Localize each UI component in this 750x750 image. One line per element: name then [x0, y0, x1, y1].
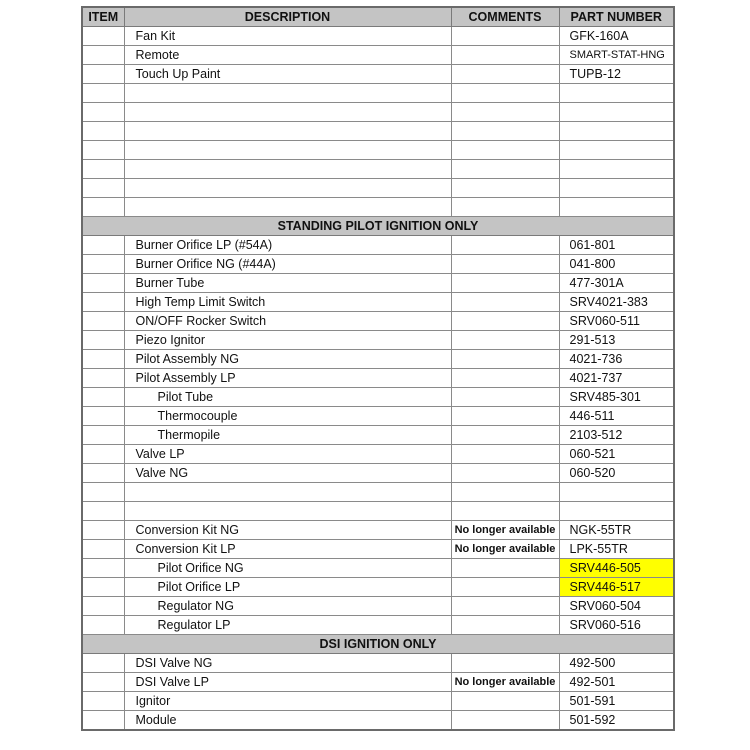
comments-cell — [451, 369, 559, 388]
table-row — [82, 255, 674, 274]
table-row — [82, 331, 674, 350]
description-cell: Thermocouple — [124, 407, 451, 426]
part-number-cell: SRV4021-383 — [559, 293, 674, 312]
table-row — [82, 312, 674, 331]
table-body — [82, 27, 674, 731]
header-item: ITEM — [82, 7, 124, 27]
description-cell: Regulator LP — [124, 616, 451, 635]
item-cell — [82, 331, 124, 350]
item-cell — [82, 27, 124, 46]
table-row — [82, 426, 674, 445]
table-row — [82, 369, 674, 388]
table-row — [82, 350, 674, 369]
header-part-number: PART NUMBER — [559, 7, 674, 27]
description-cell: Piezo Ignitor — [124, 331, 451, 350]
item-cell — [82, 578, 124, 597]
table-header-row — [82, 7, 674, 27]
comments-cell — [451, 312, 559, 331]
item-cell — [82, 293, 124, 312]
item-cell — [82, 540, 124, 559]
description-cell: Valve LP — [124, 445, 451, 464]
section-label: STANDING PILOT IGNITION ONLY — [82, 217, 674, 236]
comments-cell — [451, 578, 559, 597]
part-number-cell — [559, 103, 674, 122]
part-number-cell — [559, 179, 674, 198]
table-row — [82, 103, 674, 122]
description-cell: ON/OFF Rocker Switch — [124, 312, 451, 331]
table-row — [82, 274, 674, 293]
description-cell: Thermopile — [124, 426, 451, 445]
description-cell: Module — [124, 711, 451, 731]
item-cell — [82, 236, 124, 255]
description-cell: Valve NG — [124, 464, 451, 483]
description-cell: Pilot Orifice NG — [124, 559, 451, 578]
table-row — [82, 483, 674, 502]
part-number-cell: SRV446-505 — [559, 559, 674, 578]
table-row — [82, 597, 674, 616]
description-cell: Pilot Orifice LP — [124, 578, 451, 597]
item-cell — [82, 521, 124, 540]
part-number-cell: 477-301A — [559, 274, 674, 293]
item-cell — [82, 255, 124, 274]
comments-cell — [451, 692, 559, 711]
item-cell — [82, 274, 124, 293]
parts-list-table — [81, 6, 675, 731]
comments-cell — [451, 236, 559, 255]
comments-cell — [451, 84, 559, 103]
table-row — [82, 122, 674, 141]
table-row — [82, 711, 674, 731]
description-cell — [124, 160, 451, 179]
description-cell: Fan Kit — [124, 27, 451, 46]
description-cell: DSI Valve LP — [124, 673, 451, 692]
part-number-cell: 501-591 — [559, 692, 674, 711]
comments-cell — [451, 179, 559, 198]
table-row — [82, 559, 674, 578]
table-row — [82, 160, 674, 179]
item-cell — [82, 407, 124, 426]
comments-cell — [451, 122, 559, 141]
header-comments: COMMENTS — [451, 7, 559, 27]
item-cell — [82, 388, 124, 407]
part-number-cell: 4021-736 — [559, 350, 674, 369]
comments-cell — [451, 597, 559, 616]
table-row — [82, 46, 674, 65]
part-number-cell — [559, 502, 674, 521]
item-cell — [82, 46, 124, 65]
description-cell — [124, 502, 451, 521]
item-cell — [82, 122, 124, 141]
part-number-cell — [559, 198, 674, 217]
comments-cell — [451, 198, 559, 217]
comments-cell: No longer available — [451, 673, 559, 692]
description-cell: Conversion Kit NG — [124, 521, 451, 540]
description-cell: Burner Orifice LP (#54A) — [124, 236, 451, 255]
part-number-cell: SRV060-516 — [559, 616, 674, 635]
item-cell — [82, 445, 124, 464]
description-cell: Regulator NG — [124, 597, 451, 616]
item-cell — [82, 141, 124, 160]
part-number-cell: 446-511 — [559, 407, 674, 426]
comments-cell — [451, 654, 559, 673]
table-row — [82, 445, 674, 464]
description-cell: High Temp Limit Switch — [124, 293, 451, 312]
comments-cell — [451, 559, 559, 578]
description-cell — [124, 179, 451, 198]
description-cell: Conversion Kit LP — [124, 540, 451, 559]
part-number-cell: SMART-STAT-HNG — [559, 46, 674, 65]
part-number-cell: 060-520 — [559, 464, 674, 483]
table-row — [82, 692, 674, 711]
table-row — [82, 293, 674, 312]
comments-cell — [451, 350, 559, 369]
description-cell: Burner Tube — [124, 274, 451, 293]
comments-cell — [451, 46, 559, 65]
part-number-cell: SRV060-504 — [559, 597, 674, 616]
part-number-cell — [559, 122, 674, 141]
table-row — [82, 198, 674, 217]
description-cell — [124, 483, 451, 502]
item-cell — [82, 654, 124, 673]
description-cell: Pilot Assembly LP — [124, 369, 451, 388]
table-row — [82, 27, 674, 46]
part-number-cell — [559, 483, 674, 502]
item-cell — [82, 616, 124, 635]
table-row — [82, 141, 674, 160]
table-row — [82, 65, 674, 84]
table-row — [82, 236, 674, 255]
item-cell — [82, 692, 124, 711]
part-number-cell: 501-592 — [559, 711, 674, 731]
comments-cell — [451, 445, 559, 464]
item-cell — [82, 103, 124, 122]
table-row — [82, 521, 674, 540]
section-label: DSI IGNITION ONLY — [82, 635, 674, 654]
comments-cell — [451, 293, 559, 312]
table-row — [82, 179, 674, 198]
part-number-cell: SRV446-517 — [559, 578, 674, 597]
comments-cell — [451, 160, 559, 179]
section-header-row — [82, 635, 674, 654]
part-number-cell — [559, 141, 674, 160]
item-cell — [82, 350, 124, 369]
part-number-cell: 291-513 — [559, 331, 674, 350]
comments-cell — [451, 426, 559, 445]
section-header-row — [82, 217, 674, 236]
item-cell — [82, 711, 124, 731]
comments-cell — [451, 616, 559, 635]
table-row — [82, 616, 674, 635]
description-cell: Touch Up Paint — [124, 65, 451, 84]
description-cell: Pilot Assembly NG — [124, 350, 451, 369]
header-description: DESCRIPTION — [124, 7, 451, 27]
description-cell: Remote — [124, 46, 451, 65]
description-cell: DSI Valve NG — [124, 654, 451, 673]
item-cell — [82, 312, 124, 331]
part-number-cell: 060-521 — [559, 445, 674, 464]
part-number-cell: SRV060-511 — [559, 312, 674, 331]
part-number-cell: LPK-55TR — [559, 540, 674, 559]
comments-cell: No longer available — [451, 540, 559, 559]
comments-cell — [451, 502, 559, 521]
table-row — [82, 654, 674, 673]
item-cell — [82, 84, 124, 103]
part-number-cell — [559, 160, 674, 179]
item-cell — [82, 559, 124, 578]
table-row — [82, 407, 674, 426]
description-cell — [124, 198, 451, 217]
item-cell — [82, 502, 124, 521]
comments-cell — [451, 407, 559, 426]
table-row — [82, 673, 674, 692]
part-number-cell: GFK-160A — [559, 27, 674, 46]
part-number-cell: 2103-512 — [559, 426, 674, 445]
part-number-cell: 492-501 — [559, 673, 674, 692]
part-number-cell: 492-500 — [559, 654, 674, 673]
item-cell — [82, 426, 124, 445]
description-cell — [124, 141, 451, 160]
part-number-cell: NGK-55TR — [559, 521, 674, 540]
description-cell — [124, 122, 451, 141]
description-cell — [124, 84, 451, 103]
item-cell — [82, 65, 124, 84]
table-row — [82, 502, 674, 521]
part-number-cell: 4021-737 — [559, 369, 674, 388]
item-cell — [82, 198, 124, 217]
item-cell — [82, 464, 124, 483]
table-row — [82, 540, 674, 559]
item-cell — [82, 673, 124, 692]
comments-cell — [451, 483, 559, 502]
comments-cell — [451, 331, 559, 350]
item-cell — [82, 179, 124, 198]
description-cell: Ignitor — [124, 692, 451, 711]
part-number-cell: SRV485-301 — [559, 388, 674, 407]
comments-cell — [451, 103, 559, 122]
comments-cell — [451, 65, 559, 84]
part-number-cell: TUPB-12 — [559, 65, 674, 84]
part-number-cell: 041-800 — [559, 255, 674, 274]
comments-cell: No longer available — [451, 521, 559, 540]
comments-cell — [451, 711, 559, 731]
table-row — [82, 578, 674, 597]
table-row — [82, 464, 674, 483]
part-number-cell: 061-801 — [559, 236, 674, 255]
item-cell — [82, 483, 124, 502]
description-cell: Burner Orifice NG (#44A) — [124, 255, 451, 274]
comments-cell — [451, 388, 559, 407]
comments-cell — [451, 27, 559, 46]
table-row — [82, 84, 674, 103]
item-cell — [82, 597, 124, 616]
comments-cell — [451, 274, 559, 293]
item-cell — [82, 160, 124, 179]
comments-cell — [451, 464, 559, 483]
comments-cell — [451, 255, 559, 274]
comments-cell — [451, 141, 559, 160]
description-cell — [124, 103, 451, 122]
part-number-cell — [559, 84, 674, 103]
description-cell: Pilot Tube — [124, 388, 451, 407]
table-row — [82, 388, 674, 407]
item-cell — [82, 369, 124, 388]
